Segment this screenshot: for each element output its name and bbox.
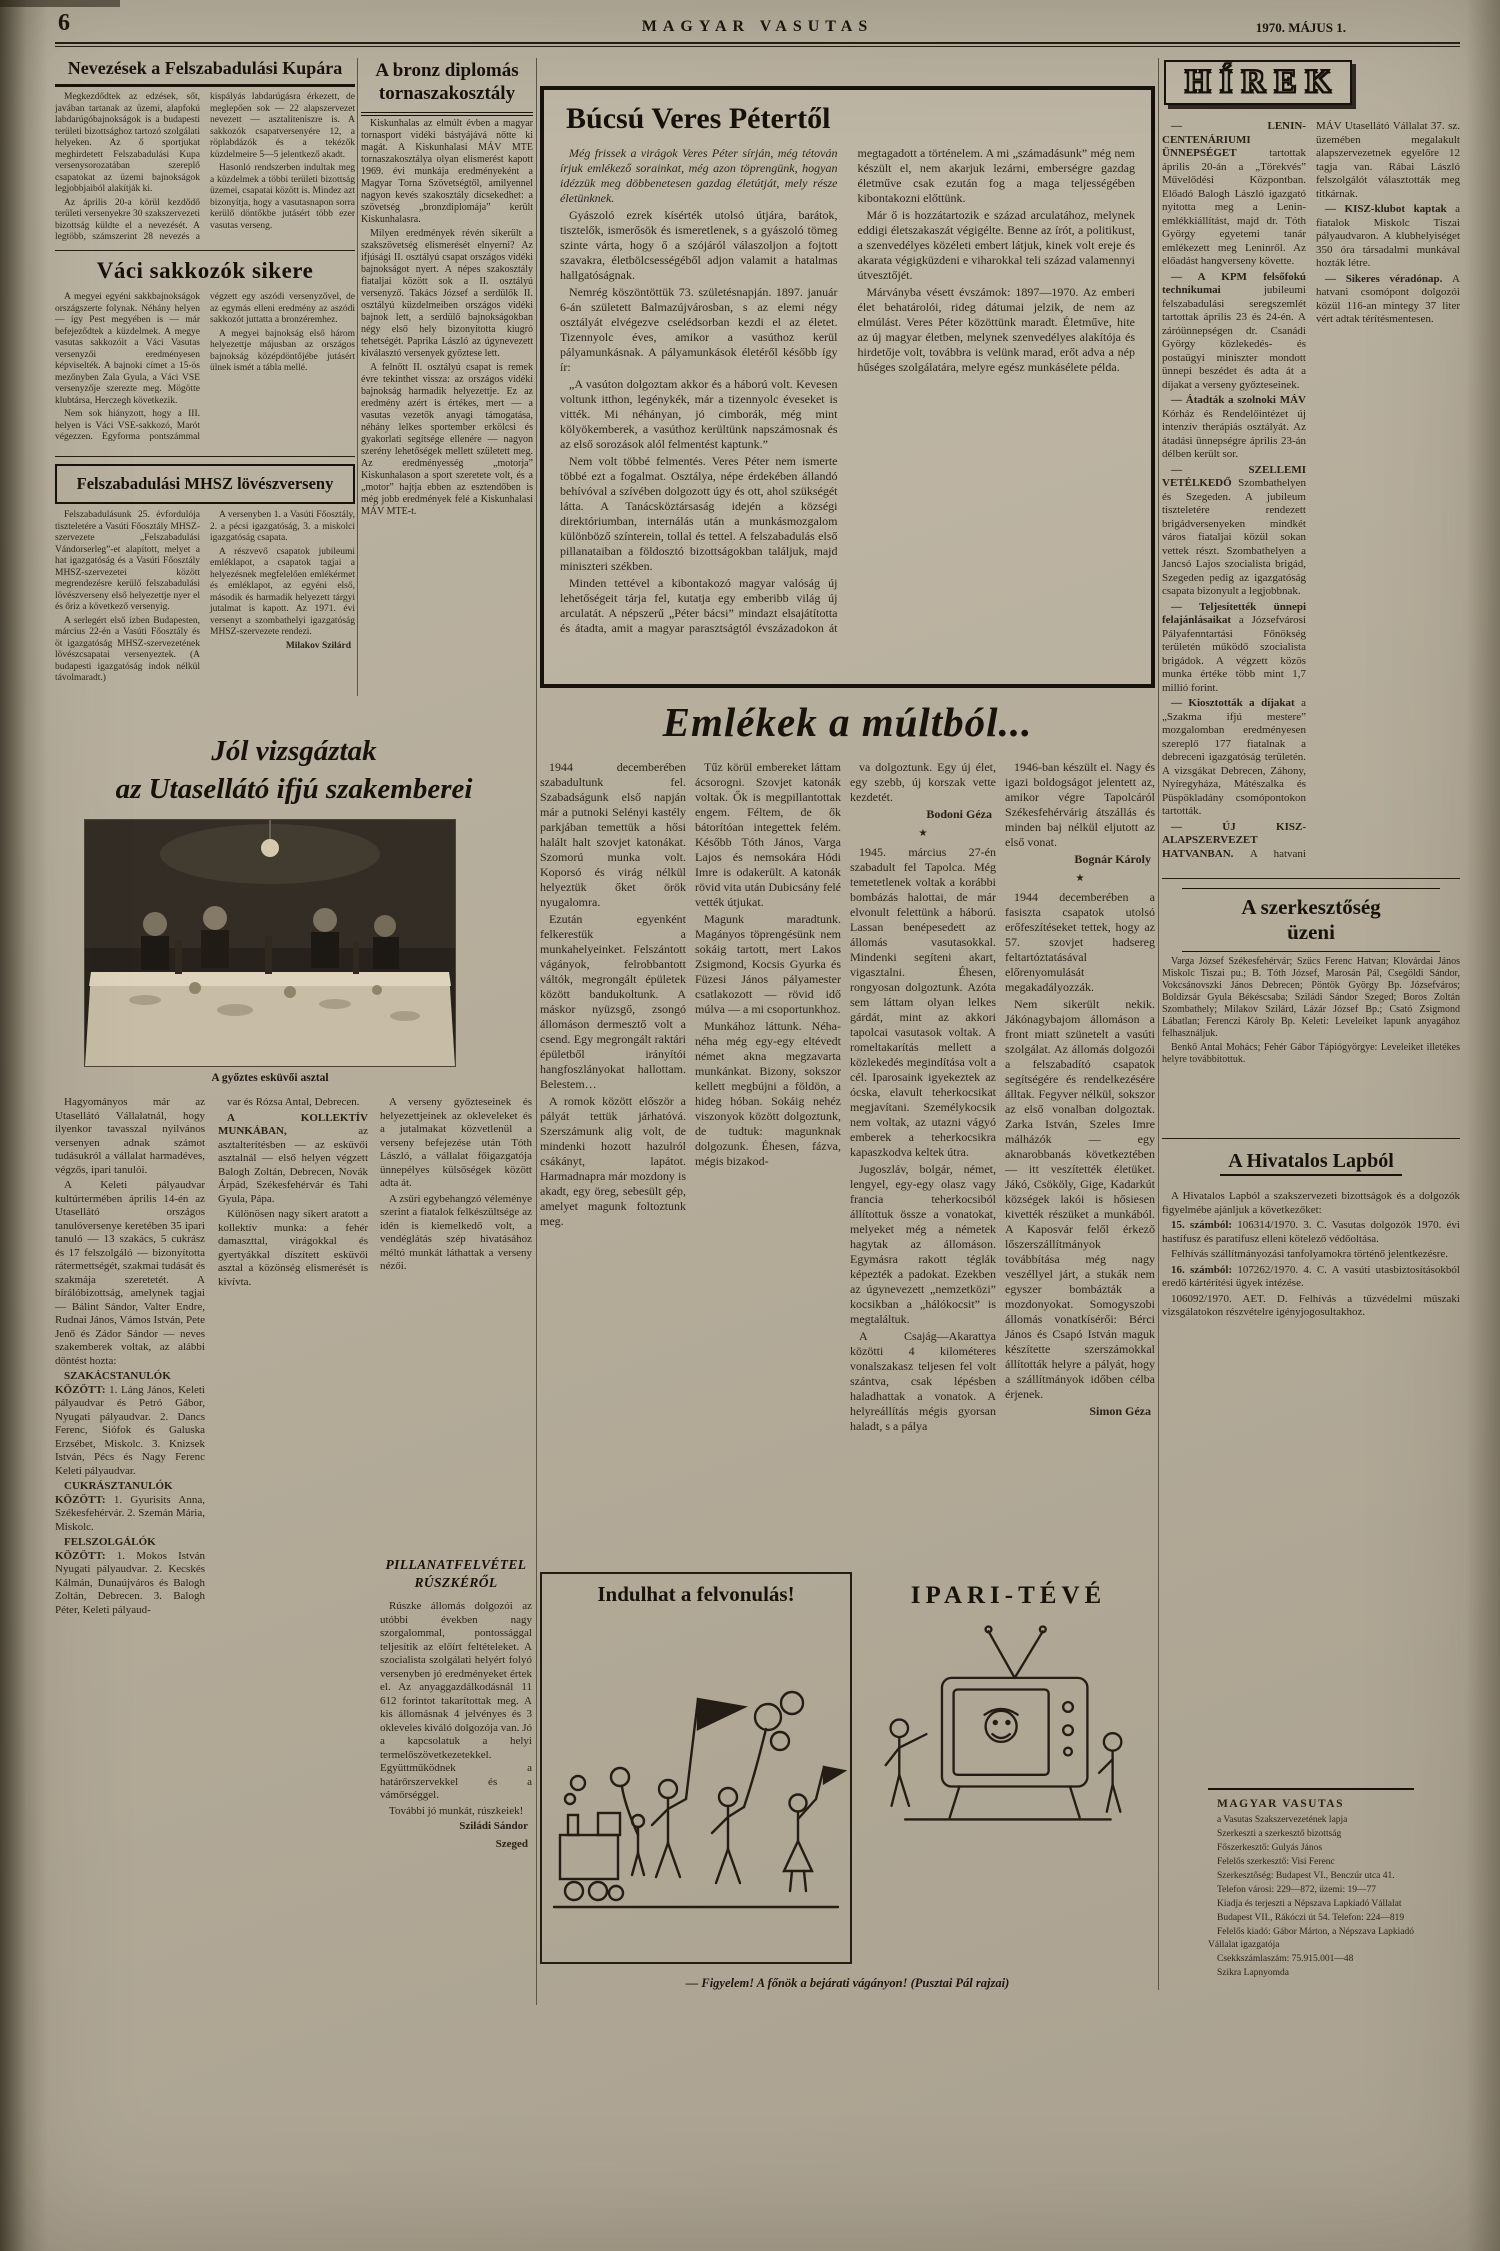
paragraph: — Átadták a szolnoki MÁV Kórház és Rendelőintézet új intenzív therápiás osztályát. Az átadási ünnepségre április 23-án délben került sor. [1162,394,1306,460]
paragraph: Különösen nagy sikert aratott a kollektív munka: a fehér damaszttal, virágokkal és gyertyákkal díszített esküvői asztal a közönség elismerését is kivívta. [218,1208,368,1288]
paragraph: Hagyományos már az Utasellátó Vállalatnál, hogy ilyenkor tavasszal nyilvános versenyen adnak számot tudásukról a vállalat harmadéves, végzős, ipari tanulói. [55,1096,205,1176]
scan-edge-top-mark [0,0,120,7]
cartoon-tv-panel [862,1572,1155,1964]
hirek-header-box [1164,60,1352,105]
issue-date: 1970. MÁJUS 1. [1255,20,1346,35]
paragraph: var és Rózsa Antal, Debrecen. [227,1096,360,1108]
paragraph: A felnőtt II. osztályú csapat is remek évre tekinthet vissza: az országos vidéki bajnokság harmadik helyezettje. Ez az eredmény azért is értékes, mert — a vasutas vezetők anyagi támogatása, néhány lelkes sportember erkölcsi és gyakorlati segítsége ellenére — nagyon szerény lehetőségek mellett született meg. Az eredményesség „motorja” Kiskunhalason a sport szeretete volt, és a „motor” hajtja ebben az esztendőben is még jobb eredmények felé a Kiskunhalasi MÁV MTE-t. [361,362,533,517]
paragraph: Rúszke állomás dolgozói az utóbbi években nagy szorgalommal, pontossággal teljesítik az előírt feltételeket. A szocialista szolgálati helyért folyó versenyben jó eredményeket értek el. Az anyaggazdálkodásnál 11 612 forintot takarítottak meg. A kis állomásnak 4 jelvényes és 3 okleveles kiváló dolgozója van. Jó a kapcsolatuk a helyi termelőszövetkezetekkel. Együttműködnek a határőrszervekkel és a vámőrséggel. [380,1600,532,1801]
section-rule [55,456,355,457]
impressum [1208,1788,1414,1988]
headline-line-1: A bronz diplomás [375,60,519,81]
paragraph: Főszerkesztő: Gulyás János [1217,1843,1323,1853]
wedding-table-photo-image [85,820,455,1066]
paragraph: 106092/1970. AET. D. Felhívás a tűzvédelmi műszaki vizsgálatokon részvételre igényjogosultakhoz. [1162,1292,1460,1318]
section-body [1162,956,1460,1132]
paragraph: 16. számból: 107262/1970. 4. C. A vasúti utasbiztosításokból eredő kártérítési ügyek intézése. [1162,1263,1460,1289]
paragraph: SZAKÁCSTANULÓK KÖZÖTT: 1. Láng János, Keleti pályaudvar és Petró Gábor, Nyugati pályaudvar. 2. Dancs Ferenc, Siófok és Galuska Erzsébet, Miskolc. 3. Knizsek István, Pécs és Nagy Ferenc Keleti pályaudvar. [55,1370,205,1477]
section-body [1162,1190,1460,1770]
article-body [361,118,533,636]
paragraph: A megyei bajnokság első három helyezettje májusban az országos bajnokság középdöntőjébe jutásért ülnek ismét a tábla mellé. [210,328,355,373]
article-headline: Váci sakkozók sikere [96,258,314,283]
column-rule-1 [357,58,358,696]
article-body [55,510,355,690]
star-separator: ★ [1075,873,1085,884]
paragraph: 1944 decemberében szabadultunk fel. Szabadságunk első napján már a putnoki Selényi kastély parkjában temettük a hősi halált halt szovjet katonákat. Szomorú munka volt. Koporsó és virág nélkül helyeztük őket örök nyugalomra. [540,760,686,909]
wedding-table-photo [85,820,455,1066]
paragraph: 1945. március 27-én szabadult fel Tapolca. Még temetetlenek voltak a korábbi bombázás halottai, de már elvonult felettünk a háború. Lassan benépesedett az állomás vasutasokkal. Mindenki segíteni akart, vigasztalni. Éhesen, rongyosan dolgoztunk. Azóta sem láttam olyan lelkes gárdát, mint az akkori tapolcai vasutasok voltak. A romeltakarítás mellett a közlekedés megindítása volt a cél. Iparosaink igyekeztek az ócska, elavult teherkocsikat megjavítani. Személykocsik nem voltak, az utazni vágyó emberek a teherkocsikra kapaszkodva keltek útra. [850,845,996,1159]
paragraph: Magunk maradtunk. Magányos töprengésünk nem sokáig tartott, mert Lakos Zsigmond, Kocsis Gyurka és Füzesi János pályamester csatlakozott — rövid idő múlva — a mi csoportunkhoz. [695,912,841,1016]
paragraph: A Csajág—Akarattya közötti 4 kilométeres vonalszakasz teljesen fel volt szántva, csak lépésben haladhattak a vonatok. A helyreállítás mégis gyorsan haladt, s a pálya [850,1329,996,1433]
paragraph: Benkő Antal Mohács; Fehér Gábor Tápiógyörgye: Leveleiket illetékes helyre továbbítottuk. [1162,1042,1460,1065]
paragraph: Jugoszláv, bolgár, német, lengyel, egy-egy olasz vagy francia teherkocsiból állítottuk össze a vonatokat, melyeket még a németek hagytak az állomáson. Egymásra rakott téglák képezték a padokat. Ezekben az úgynevezett „nemzetközi” kocsikban a „hálókocsit” is megtaláltuk. [850,1162,996,1326]
article-body [55,92,355,244]
paragraph: A részvevő csapatok jubileumi emléklapot, a csapatok tagjai a helyezésnek megfelelően emlékérmet és emléklapot, az egyéni első, második és harmadik helyezett tárgyi jutalmat is kapott. Az 1971. évi versenyt a szombathelyi igazgatóság MHSZ-szervezete rendezi. [210,546,355,637]
paragraph: Felhívás szállítmányozási tanfolyamokra történő jelentkezésre. [1171,1248,1449,1260]
paragraph: A serlegért első ízben Budapesten, március 22-én a Vasúti Főosztály és öt igazgatóság MHSZ-szervezetének lövészcsapatai versenyeztek. (A budapesti igazgatóság indok nélkül távolmaradt.) [55,615,200,683]
paragraph: Márványba vésett évszámok: 1897—1970. Az emberi élet behatárolói, rideg dátumai jelzik, de nem az elmúlást. Veres Péter közöttünk maradt. Életműve, hite az új magyar életben, melynek szenvedélyes alakítója és hirdetője volt, továbbra is velünk marad, erőt adva a nép hűséges szolgálatára, melyre egész munkásélete példa. [857,285,1135,374]
section-rule [1162,878,1460,879]
paragraph: „A vasúton dolgoztam akkor és a háború volt. Kevesen voltunk itthon, legénykék, már a tizennyolc éveseket is vitték. Mi néhányan, jó cimborák, még mint kölyökemberek, a vasúthoz kerültünk napszámosnak és az első sorozások alól felmentést kaptunk.” [560,377,838,451]
article-headline: Emlékek a múltból... [662,699,1033,745]
paragraph: Csekkszámlaszám: 75.915.001—48 [1217,1954,1354,1964]
paragraph: CUKRÁSZTANULÓK KÖZÖTT: 1. Gyurisits Anna, Székesfehérvár. 2. Szemán Mária, Miskolc. [55,1480,205,1533]
article-headline [361,60,533,116]
article-column-1 [540,760,686,1546]
paragraph: 1946-ban készült el. Nagy és igazi boldogságot jelentett az, amikor végre Tapolcáról Székesfehérvárig átszállás és minden baj nélkül eljutott az első vonat. [1005,760,1155,849]
paragraph: Telefon városi: 229—872, üzemi: 19—77 [1217,1885,1376,1895]
hirek-title: HÍREK [1184,64,1341,100]
article-headline [55,733,533,808]
article-column-3 [850,760,996,1546]
paragraph: 1944 decemberében a fasiszta csapatok utolsó erőfeszítéseket tettek, hogy az 57. szovjet hadsereg feltartóztatásával előrenyomulását megakadályozzák. [1005,890,1155,994]
paragraph: Még frissek a virágok Veres Péter sírján, még tétován írjuk emlékező sorainkat, még azon töprengünk, hogyan idézzük meg döbbenetesen gazdag életútját, mely része életünknek. [560,146,838,205]
paragraph: — SZELLEMI VETÉLKEDŐ Szombathelyen és Szegeden. A jubileum tiszteletére rendezett brigádversenyeken mindkét város fiataljai közül sokan vettek részt. Szombathelyen a Jancsó Lajos szocialista brigád, Szegeden pedig az igazgatóság csapata bizonyult a legjobbnak. [1162,463,1306,597]
column-rule-2 [536,58,537,2005]
headline-line-1: A szerkesztőség [1241,895,1381,919]
paragraph: Az április 20-a körül kezdődő területi versenyekre 30 szakszervezeti bizottság küldte el a nevezését. A legtöbb, számszerint 28 nevezés a kispályás labdarúgásra érkezett, de meglepően sok — 22 alapszervezet nevezett — asztaliteniszre is. A sakkozók csapatversenyére 12, a röplabdázók és a tekézők küzdelmeire 5—5 jelentkező akadt. [55,92,355,242]
signature: Sziládi Sándor [459,1820,528,1832]
signature: Simon Géza [1089,1404,1151,1418]
signature: Bognár Károly [1074,852,1151,866]
cartoon-parade-panel [540,1572,852,1964]
paragraph: Budapest VII., Rákóczi út 54. Telefon: 224—819 [1217,1913,1405,1923]
article-column-4 [1005,760,1155,1546]
cartoon-parade-title: Indulhat a felvonulás! [597,1582,795,1606]
paragraph: — KISZ-klubot kaptak a fiatalok Miskolc Tiszai pályaudvaron. A klubhelyiséget 350 óra társadalmi munkával hozták létre. [1316,203,1460,269]
article-column-2 [695,760,841,1546]
paragraph: — A KPM felsőfokú technikumai jubileumi felszabadulási seregszemlét tartottak április 23 és 24-én. A záróünnepségen dr. Csanádi György közlekedés- és postaügyi miniszter mondott ünnepi beszédet és adta át a díjakat a verseny győzteseinek. [1162,270,1306,391]
headline-line-2: tornaszakosztály [378,82,516,104]
headline-line-2: üzeni [1287,920,1335,945]
headline-line-2: RÚSZKÉRŐL [414,1574,498,1590]
paragraph: A zsűri egybehangzó véleménye szerint a fiatalok felkészültsége az idén is kiemelkedő volt, a vendéglátás szép hivatásához méltó munkát láthattak a verseny nézői. [380,1192,532,1272]
paragraph: Kiskunhalas az elmúlt évben a magyar tornasport vidéki bástyájává nőtte ki magát. A Kiskunhalasi MÁV MTE tornaszakosztálya olyan elismerést kapott 1969. évi munkája eredményeként a Magyar Torna Szövetségtől, amilyennel nagyon kevés szakosztály dicsekedhet: a szövetség „bronzdiplomája” került Kiskunhalasra. [361,118,533,225]
paragraph: Ezután egyenként felkerestük a munkahelyeinket. Felszántott vágányok, felrobbantott váltók, megrongált épületek között bandukoltunk. A máskor nyüzsgő, zsongó állomáson dermesztő volt a csend. Egy megrongált raktári épületből irányítói hangfoszlányokat hallottam. Belestem… [540,912,686,1091]
article-headline: Nevezések a Felszabadulási Kupára [55,58,355,87]
paragraph: A Hivatalos Lapból a szakszervezeti bizottságok és a dolgozók figyelmébe ajánljuk a következőket: [1162,1190,1460,1216]
star-separator: ★ [918,828,928,839]
section-rule [1162,1138,1460,1139]
headline-line-1: Jól vizsgáztak [211,735,377,767]
article-body [380,1600,532,1988]
paragraph: va dolgoztunk. Egy új élet, egy szebb, új korszak vette kezdetét. [850,760,996,804]
paragraph: — LENIN-CENTENÁRIUMI ÜNNEPSÉGET tartottak április 20-án a „Törekvés” Művelődési Központban. Előadó Balogh László igazgató nyitotta meg a Lenin-emlékkiállítást, majd dr. Tóth György egyetemi tanár emlékezett meg Leninről. Az előadást hangverseny követte. [1162,120,1306,267]
paragraph: 15. számból: 106314/1970. 3. C. Vasutas dolgozók 1970. évi hastífusz és paratífusz elleni kötelező védőoltása. [1162,1219,1460,1245]
article-headline-boxed: Felszabadulási MHSZ lövészverseny [55,464,355,504]
headline-text: A Hivatalos Lapból [1220,1150,1402,1176]
cartoon-parade-illustration [542,1607,850,1937]
paragraph: Kiadja és terjeszti a Népszava Lapkiadó Vállalat [1217,1899,1402,1909]
paragraph: A Keleti pályaudvar kultúrtermében április 14-én az Utasellátó országos tanulóversenye keretében 35 ipari tanuló — 13 szakács, 5 cukrász és 17 felszolgáló — bizonyította rátermettségét, szakmai tudását és szakmája szeretetét. A bírálóbizottság, amelynek tagjai — Bálint Sándor, Valter Endre, Rudnai János, Vámos István, Pete Jenő és Zádor Sándor — neves szakemberek voltak, az alábbi döntést hozta: [55,1179,205,1367]
paragraph: — Kiosztották a díjakat a „Szakma ifjú mestere” mozgalomban eredményesen szereplő 177 fiatalnak a debreceni igazgatóság területén. A vizsgákat Debrecen, Záhony, Nyíregyháza, Mátészalka és Püspökladány csomópontokon tartották. [1162,697,1306,817]
paragraph: — Sikeres véradónap. A hatvani csomópont dolgozói közül 116-an mintegy 37 liter vért adtak térítésmentesen. [1316,272,1460,325]
paragraph: Nem sok hiányzott, hogy a III. helyen is Váci VSE-sakkozó, Marót végezzen. Egyforma pontszámmal végzett egy aszódi versenyzővel, de az egymás elleni eredmény az aszódi sakkozót juttatta a bronzéremhez. [55,292,355,442]
section-headline [1162,1150,1460,1173]
paragraph: Nemrég köszöntöttük 73. születésnapján. 1897. január 6-án született Balmazújvárosban, s az elemi négy osztályát elvégezve cselédsorban kezdi el az életet. Tizennyolc éves, amikor a vasúthoz kerül pályamunkásnak. A pályamunkások életéről később így ír: [560,285,838,374]
cartoon-tv-title: IPARI-TÉVÉ [910,1582,1107,1609]
article-headline: Búcsú Veres Pétertől [566,102,831,135]
photo-caption: A győztes esküvői asztal [211,1072,329,1084]
article-body [55,292,355,450]
paragraph: Szerkeszti a szerkesztő bizottság [1217,1829,1342,1839]
column-rule-3 [1158,58,1159,1990]
paragraph: Felelős kiadó: Gábor Márton, a Népszava Lapkiadó Vállalat igazgatója [1208,1927,1414,1950]
paragraph: Már ő is hozzátartozik e század arculatához, melynek eddigi életszakaszát végigélte. Benne az írót, a politikust, a szenvedélyes közéleti embert látjuk, kinek volt ereje és akarata végigküzdeni e viharokkal teli század valamennyi útvesztőjét. [857,208,1135,282]
header-rule-thick [55,42,1460,44]
paragraph: Szerkesztőség: Budapest VI., Benczúr utca 41. [1217,1871,1395,1881]
paragraph: — ÚJ KISZ-ALAPSZERVEZET HATVANBAN. A hatvani MÁV Utasellátó Vállalat 37. sz. üzemében megalakult alapszervezetnek egyelőre 12 tagja van. Rábai László felszolgálót választották meg titkárnak. [1162,120,1460,860]
paragraph: A megyei egyéni sakkbajnokságok országszerte folynak. Néhány helyen — így Pest megyében is — már befejeződtek a küzdelmek. A megye vasutas sakkozóit a Váci Vasutas versenyzői eredményesen képviselték. A bajnoki címet a 15-ös mezőnyben Zala Gyula, a Váci VSE versenyzője szerezte meg. Mögötte klubtársa, Herczegh következik. [55,292,200,406]
paragraph: További jó munkát, rúszkeiek! [389,1804,524,1817]
paragraph: Nem volt többé felmentés. Veres Péter nem ismerte többé ezt a fogalmat. Osztálya, népe érdekében állandó behívóval a szívében dolgozott úgy és ott, ahol szükségét látta. A Tanácsköztársaság idején a községi direktóriumban, internálás után a munkásmozgalom különböző színterein, tollal és tettel. A felszabadulás első pillanataiban a földosztó bizottságokban találjuk, majd miniszteri székben. [560,454,838,573]
paragraph: A KOLLEKTÍV MUNKÁBAN, az asztalterítésben — az esküvői asztalnál — első helyen végzett Balogh Zoltán, Debrecen, Novák Árpád, Székesfehérvár és Tahi Gyula, Pápa. [218,1111,368,1205]
paragraph: FELSZOLGÁLÓK KÖZÖTT: 1. Mokos István Nyugati pályaudvar. 2. Kecskés Kálmán, Dunaújváros és Balogh Zoltán, Debrecen. 3. Balogh Péter, Keleti pályaud- [55,1536,205,1616]
paragraph: Hasonló rendszerben indultak meg a küzdelmek a többi területi bizottság üzemei, csapatai között is. Mindez azt bizonyítja, hogy a vasutasnapon sorra kerülő döntőkbe jutásért több ezer vasutas verseng. [210,163,355,231]
paragraph: MAGYAR VASUTAS [1217,1798,1344,1810]
headline-line-1: PILLANATFELVÉTEL [385,1557,527,1572]
signature: Szeged [495,1837,528,1850]
article-bucsu-veres-petertol [540,86,1155,688]
paragraph: Gyászoló ezrek kísérték utolsó útjára, barátok, tisztelők, ismerősök és ismeretlenek, s a gyászoló tömeg szinte várta, hogy ő a szójáról válaszoljon a fojtott szavakra, életbölcsességéből adjon valamit a hatalmas hallgatóságnak. [560,208,838,282]
paragraph: A verseny győzteseinek és helyezettjeinek az okleveleket és a jutalmakat közvetlenül a verseny befejezése után Tóth László, a vállalat főigazgatója ünnepélyes külsőségek között adta át. [380,1096,532,1189]
section-rule [55,250,355,251]
scan-edge-left [0,0,48,2251]
paragraph: Szikra Lapnyomda [1217,1968,1290,1978]
article-column-1 [55,1096,205,1960]
paragraph: a Vasutas Szakszervezetének lapja [1217,1815,1348,1825]
header-rule-thin [55,46,1460,47]
article-headline [380,1556,532,1591]
paragraph: Felelős szerkesztő: Visi Ferenc [1217,1857,1335,1867]
masthead: MAGYAR VASUTAS [641,18,874,35]
paragraph: Minden tettével a kibontakozó magyar valóság új lehetőségeit tárja fel, kutatja egy emberibb világ új arculatát. A népszerű „Péter bácsi” mindazt elsajátította és átadta, amit a magyar parasztságtól évszázadokon át megtagadott a történelem. A mi „számadásunk” még nem készült el, nem akarjuk lezárni, emberségre gazdag életműve csak ezután fog a maga teljességében kibontakozni előttünk. [560,146,1135,635]
paragraph: Nem sikerült nekik. Jákónagybajom állomáson a front miatt szünetelt a vasúti szolgálat. Az állomás dolgozói a felszabadító csapatok segítségére és rendelkezésére álltak. Fegyver nélkül, sokszor az első vonalban dolgoztak. Zarka István, Szeles Imre málházók — egy aknarobbanás következtében — itt veszítették életüket. Jákó, Csököly, Gige, Kadarkút községek lakói is hősiesen kivették részüket a munkából. A Kaposvár felől érkező lőszerszállítmányok továbbítása még nagy veszéllyel járt, a stukák nem egyszer bombázták a mozdonyokat. Somogyszobi állomás vonatkísérői: Bérci János és Csapó István maguk készítette szerszámokkal állították helyre a pályát, hogy a szállítmányok időben célba érjenek. [1005,997,1155,1401]
paragraph: Munkához láttunk. Néha-néha még egy-egy eltévedt német akna megzavarta munkánkat. Bizony, sokszor kellett megbújni a földön, a hideg hóban. Sokáig nehéz viszonyok között dolgoztunk, de tudtuk: magunknak dolgozunk. Éhesen, fázva, mégis bizakod- [695,1019,841,1168]
paragraph: Felszabadulásunk 25. évfordulója tiszteletére a Vasúti Főosztály MHSZ-szervezete „Felszabadulási Vándorserleg”-et alapított, melyet a hat igazgatóság és a Vasúti Főosztály MHSZ-szervezetei között megrendezésre kerülő felszabadulási lövészverseny első helyezettje nyer el és őriz a következő versenyig. [55,510,200,612]
article-body [560,146,1135,646]
paragraph: — Teljesítették ünnepi felajánlásaikat a Józsefvárosi Pályafenntartási Főnökség területén működő szocialista brigádok. A végzett közös munka értéke több mint 1,7 millió forint. [1162,600,1306,694]
paragraph: A versenyben 1. a Vasúti Főosztály, 2. a pécsi igazgatóság, 3. a miskolci igazgatóság csapata. [210,510,355,543]
paragraph: Megkezdődtek az edzések, sőt, javában tartanak az üzemi, alapfokú labdarúgóbajnokságok is a budapesti területi bizottsághoz tartozó szolgálati helyeken. Az ő sportjukat meghirdetett Felszabadulási Kupa versenysorozatában szereplő csapatokat az üzemi bajnokságok legjobbjaiból alakítják ki. [55,92,200,194]
paragraph: Tűz körül embereket láttam ácsorogni. Szovjet katonák voltak. Ők is megpillantottak engem. Féltem, de ők bátorítóan integettek felém. Később Tóth János, Varga Lajos és nemsokára Hódi Imre is odakerült. A katonák rövid vita után Dubicsány felé vették útjukat. [695,760,841,909]
paragraph: Varga József Székesfehérvár; Szücs Ferenc Hatvan; Klovárdai János Miskolc Tiszai pu.; B. Tóth József, Marosán Pál, Csegöldi Sándor, Vokcsánovszki János Debrecen; Pöntök György Bp. Józsefváros; Boldizsár Gyula Békéscsaba; Sziládi Sándor Szeged; Boros Zoltán Szombathely; Milakov Szilárd, Lázár József Bp.; Csató Zsigmond Lábatlan; Ferenczi Károly Bp. Keleti: Leveleiket lapunk anyagához felhasználjuk. [1162,956,1460,1039]
hirek-items [1162,120,1460,872]
signature: Milakov Szilárd [285,640,351,651]
cartoon-tv-illustration [862,1610,1147,1930]
cartoon-caption: — Figyelem! A főnök a bejárati vágányon! (Pusztai Pál rajzai) [685,1976,1010,1990]
scan-edge-right [1466,0,1500,2251]
section-headline [1182,888,1440,952]
article-column-2 [218,1096,368,1960]
signature: Bodoni Géza [926,807,992,821]
headline-line-2: az Utasellátó ifjú szakemberei [115,772,473,805]
paragraph: Milyen eredmények révén sikerült a szakszövetség elismerését elnyerni? Az ifjúsági II. osztályú csapat országos vidéki bajnokságot nyert. A népes szakosztály fiataljai között sok a II. osztályú versenyző. Takács József a serdülők II. osztályú küzdelmeiben országos vidéki bajnok lett, a serdülő bajnokságokban négy első hely bizonyította kiugró tehetségét. Paprika László az úgynevezett kiválasztó versenyek győztese lett. [361,228,533,359]
article-column-3 [380,1096,532,1536]
page-number: 6 [58,10,70,36]
paragraph: A romok között először a pályát tettük járhatóvá. Szerszámunk alig volt, de mindenki hozott hazulról csákányt, lapátot. Harmadnapra már mozdony is akadt, egy öreg, sebesült gép, amelyet magunk foltoztunk meg. [540,1094,686,1228]
